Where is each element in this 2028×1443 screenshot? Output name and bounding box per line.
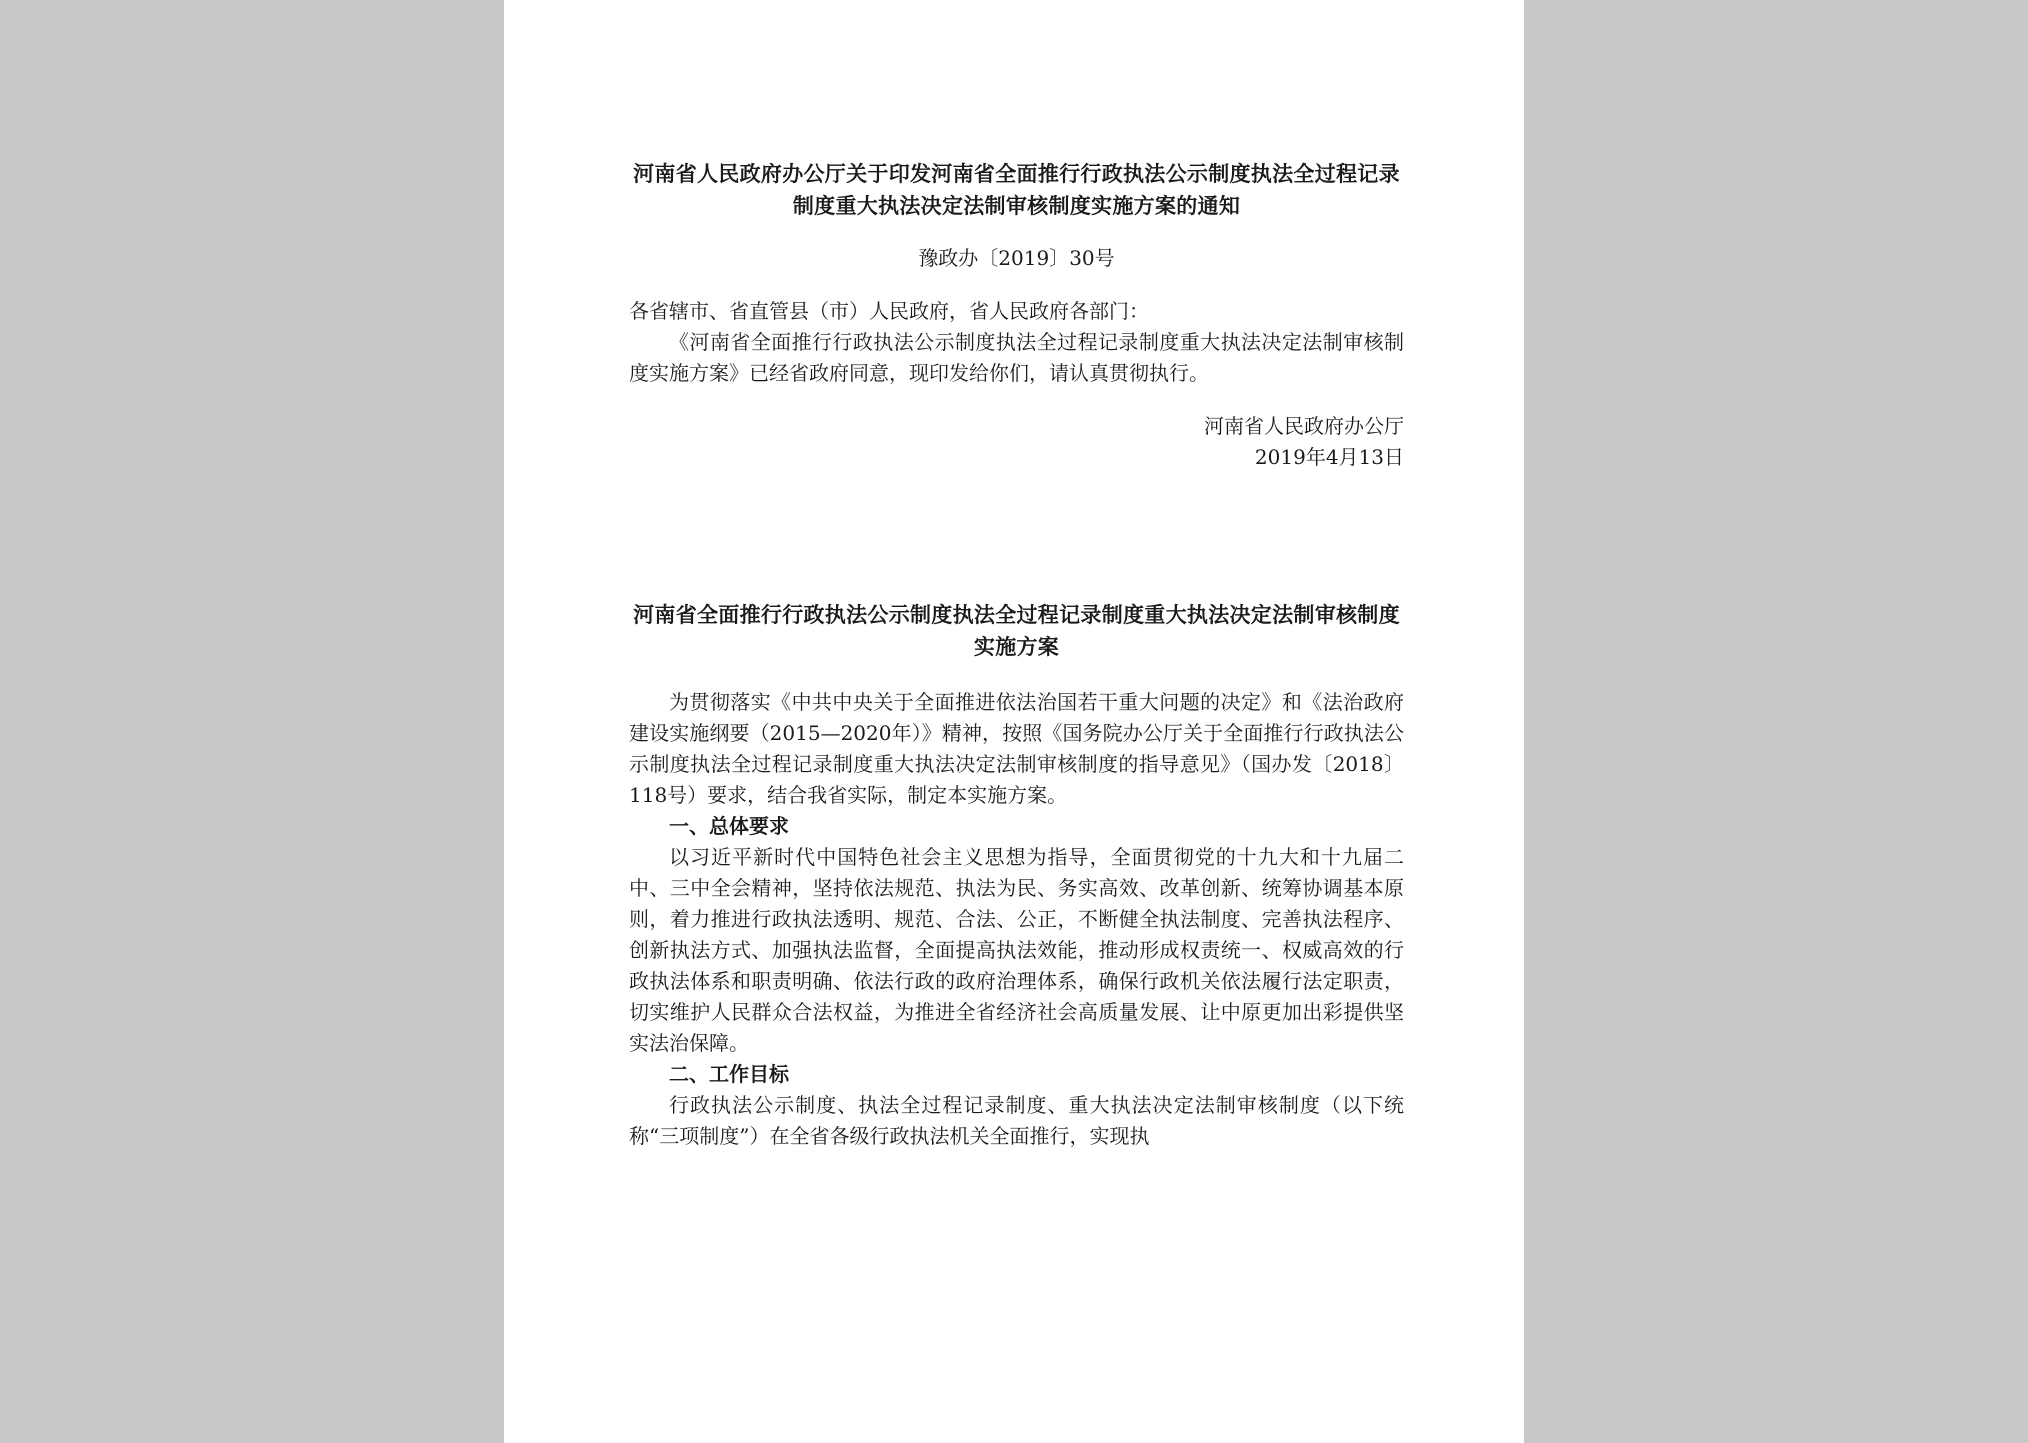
signature-org: 河南省人民政府办公厅 (1204, 414, 1404, 438)
signature-block (629, 411, 1404, 473)
document-number: 豫政办〔2019〕30号 (918, 246, 1115, 270)
document-page (504, 0, 1524, 1443)
section-text-work-goals: 行政执法公示制度、执法全过程记录制度、重大执法决定法制审核制度（以下统称“三项制度”）在全省各级行政执法机关全面推行，实现执 (629, 1093, 1404, 1148)
notice-body: 《河南省全面推行行政执法公示制度执法全过程记录制度重大执法决定法制审核制度实施方案》已经省政府同意，现印发给你们，请认真贯彻执行。 (629, 330, 1404, 385)
plan-intro: 为贯彻落实《中共中央关于全面推进依法治国若干重大问题的决定》和《法治政府建设实施纲要（2015—2020年）》精神，按照《国务院办公厅关于全面推行行政执法公示制度执法全过程记录制度重大执法决定法制审核制度的指导意见》（国办发〔2018〕118号）要求，结合我省实际，制定本实施方案。 (629, 690, 1404, 807)
section-heading-work-goals: 二、工作目标 (669, 1062, 789, 1086)
page-content (629, 158, 1404, 1152)
signature-date: 2019年4月13日 (1254, 445, 1404, 469)
addressee: 各省辖市、省直管县（市）人民政府，省人民政府各部门： (629, 299, 1149, 323)
section-heading-general-requirements: 一、总体要求 (669, 814, 789, 838)
notice-title: 河南省人民政府办公厅关于印发河南省全面推行行政执法公示制度执法全过程记录制度重大执法决定法制审核制度实施方案的通知 (633, 162, 1400, 218)
section-text-general-requirements: 以习近平新时代中国特色社会主义思想为指导，全面贯彻党的十九大和十九届二中、三中全会精神，坚持依法规范、执法为民、务实高效、改革创新、统筹协调基本原则，着力推进行政执法透明、规范、合法、公正，不断健全执法制度、完善执法程序、创新执法方式、加强执法监督，全面提高执法效能，推动形成权责统一、权威高效的行政执法体系和职责明确、依法行政的政府治理体系，确保行政机关依法履行法定职责，切实维护人民群众合法权益，为推进全省经济社会高质量发展、让中原更加出彩提供坚实法治保障。 (629, 845, 1404, 1055)
plan-title: 河南省全面推行行政执法公示制度执法全过程记录制度重大执法决定法制审核制度实施方案 (633, 603, 1400, 659)
